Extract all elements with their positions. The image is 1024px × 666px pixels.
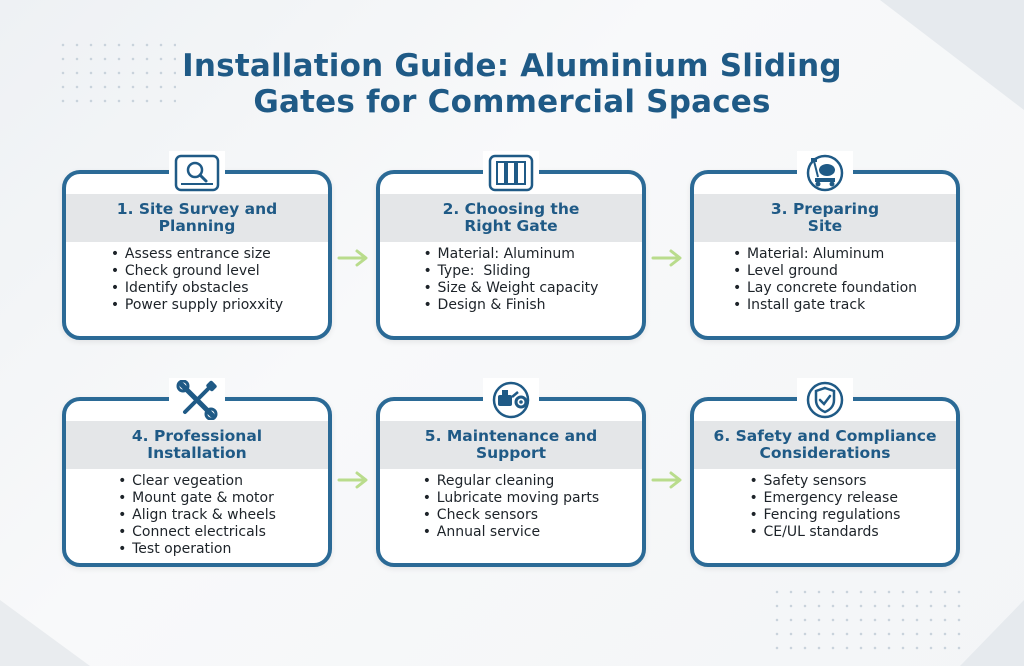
list-item: • Level ground: [733, 263, 917, 280]
list-item: • Align track & wheels: [118, 507, 276, 524]
step-card-header: [694, 421, 956, 469]
page-title: [0, 48, 1024, 120]
arrow-right-icon: [337, 470, 371, 490]
list-item: • Check ground level: [111, 263, 283, 280]
step-title: 6. Safety and Compliance Considerations: [713, 427, 937, 462]
list-item: • Test operation: [118, 541, 276, 558]
step-title: 1. Site Survey and Planning: [116, 200, 278, 235]
arrow-right-icon: [651, 248, 685, 268]
list-item: • CE/UL standards: [750, 524, 901, 541]
list-item: • Material: Aluminum: [733, 246, 917, 263]
magnifier-document-icon: [169, 151, 225, 195]
step-card-professional-installation: [62, 397, 332, 567]
step-card-maintenance: [376, 397, 646, 567]
step-title: 5. Maintenance and Support: [424, 427, 598, 462]
list-item: • Emergency release: [750, 490, 901, 507]
step-checklist: [694, 246, 956, 314]
page-title-line-2: Gates for Commercial Spaces: [253, 84, 771, 120]
list-item: • Clear vegeation: [118, 473, 276, 490]
list-item: • Size & Weight capacity: [424, 280, 599, 297]
step-checklist: [66, 246, 328, 314]
step-card-header: [66, 421, 328, 469]
step-title: 4. Professional Installation: [131, 427, 263, 462]
step-title: 2. Choosing the Right Gate: [442, 200, 580, 235]
wrench-screwdriver-icon: [169, 378, 225, 422]
list-item: • Annual service: [423, 524, 599, 541]
list-item: • Design & Finish: [424, 297, 599, 314]
step-title: 3. Preparing Site: [770, 200, 880, 235]
list-item: • Power supply prioxxity: [111, 297, 283, 314]
list-item: • Material: Aluminum: [424, 246, 599, 263]
page-title-line-1: Installation Guide: Aluminium Sliding: [182, 48, 842, 84]
arrow-right-icon: [651, 470, 685, 490]
list-item: • Regular cleaning: [423, 473, 599, 490]
step-card-site-survey: [62, 170, 332, 340]
step-checklist: [66, 473, 328, 558]
list-item: • Connect electricals: [118, 524, 276, 541]
shield-check-icon: [797, 378, 853, 422]
list-item: • Mount gate & motor: [118, 490, 276, 507]
step-card-header: [380, 421, 642, 469]
list-item: • Type: Sliding: [424, 263, 599, 280]
list-item: • Identify obstacles: [111, 280, 283, 297]
step-card-header: [694, 194, 956, 242]
concrete-mixer-shovel-icon: [797, 151, 853, 195]
step-checklist: [380, 473, 642, 541]
arrow-right-icon: [337, 248, 371, 268]
step-card-preparing-site: [690, 170, 960, 340]
step-checklist: [694, 473, 956, 541]
list-item: • Fencing regulations: [750, 507, 901, 524]
step-card-safety-compliance: [690, 397, 960, 567]
step-card-header: [380, 194, 642, 242]
list-item: • Lubricate moving parts: [423, 490, 599, 507]
list-item: • Install gate track: [733, 297, 917, 314]
oil-can-gear-icon: [483, 378, 539, 422]
step-card-choosing-gate: [376, 170, 646, 340]
list-item: • Assess entrance size: [111, 246, 283, 263]
step-card-header: [66, 194, 328, 242]
step-checklist: [380, 246, 642, 314]
list-item: • Check sensors: [423, 507, 599, 524]
list-item: • Lay concrete foundation: [733, 280, 917, 297]
gate-panels-icon: [483, 151, 539, 195]
list-item: • Safety sensors: [750, 473, 901, 490]
